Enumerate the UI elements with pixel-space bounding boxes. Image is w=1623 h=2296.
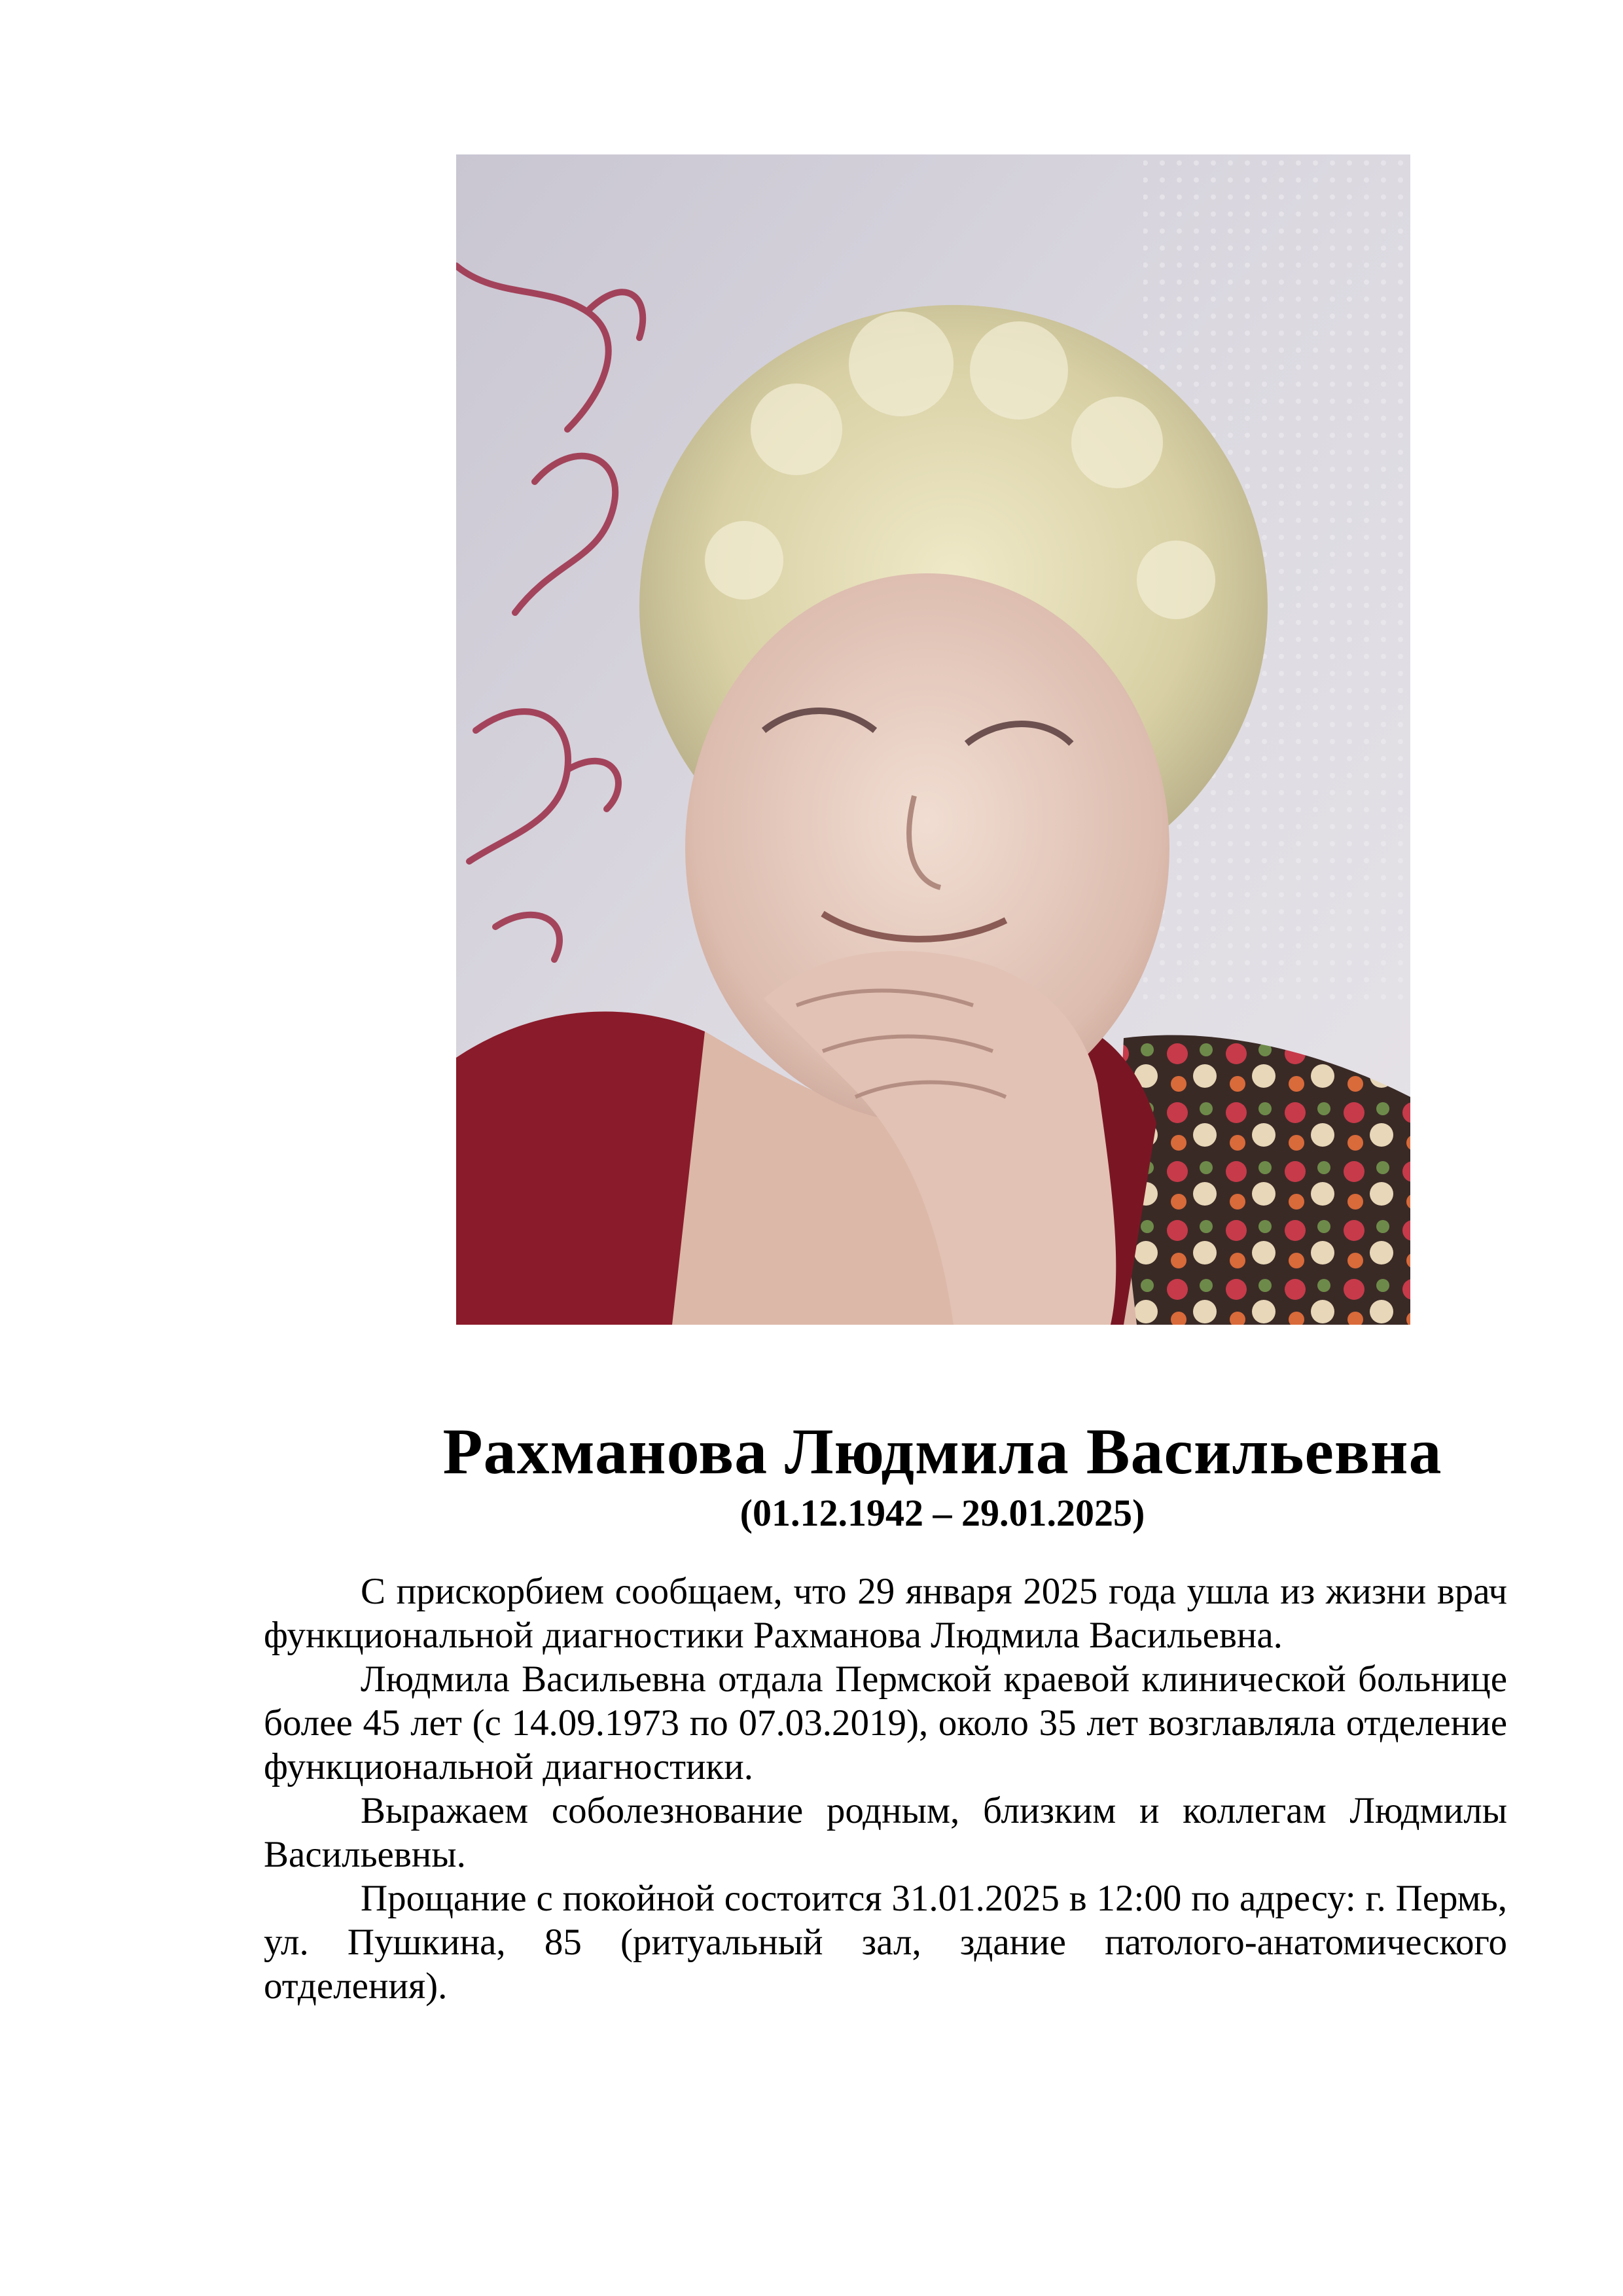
paragraph-farewell: Прощание с покойной состоится 31.01.2025 в 12:00 по адресу: г. Пермь, ул. Пушкина, 85 (ритуальный зал, здание патолого-анатомического отделения).: [264, 1878, 1507, 2007]
life-dates: (01.12.1942 – 29.01.2025): [740, 1492, 1145, 1534]
portrait-illustration: [456, 154, 1410, 1325]
obituary-text: [264, 1570, 1507, 2008]
garment-pattern-right: [1111, 1035, 1410, 1325]
paragraph-announcement: С прискорбием сообщаем, что 29 января 2025 года ушла из жизни врач функциональной диагностики Рахманова Людмила Васильевна.: [264, 1571, 1507, 1656]
paragraph-condolences: Выражаем соболезнование родным, близким и коллегам Людмилы Васильевны.: [264, 1790, 1507, 1875]
deceased-name: Рахманова Людмила Васильевна: [442, 1415, 1442, 1488]
portrait-photo: [456, 154, 1410, 1325]
paragraph-career: Людмила Васильевна отдала Пермской краевой клинической больнице более 45 лет (с 14.09.1973 по 07.03.2019), около 35 лет возглавляла отделение функциональной диагностики.: [264, 1659, 1507, 1787]
